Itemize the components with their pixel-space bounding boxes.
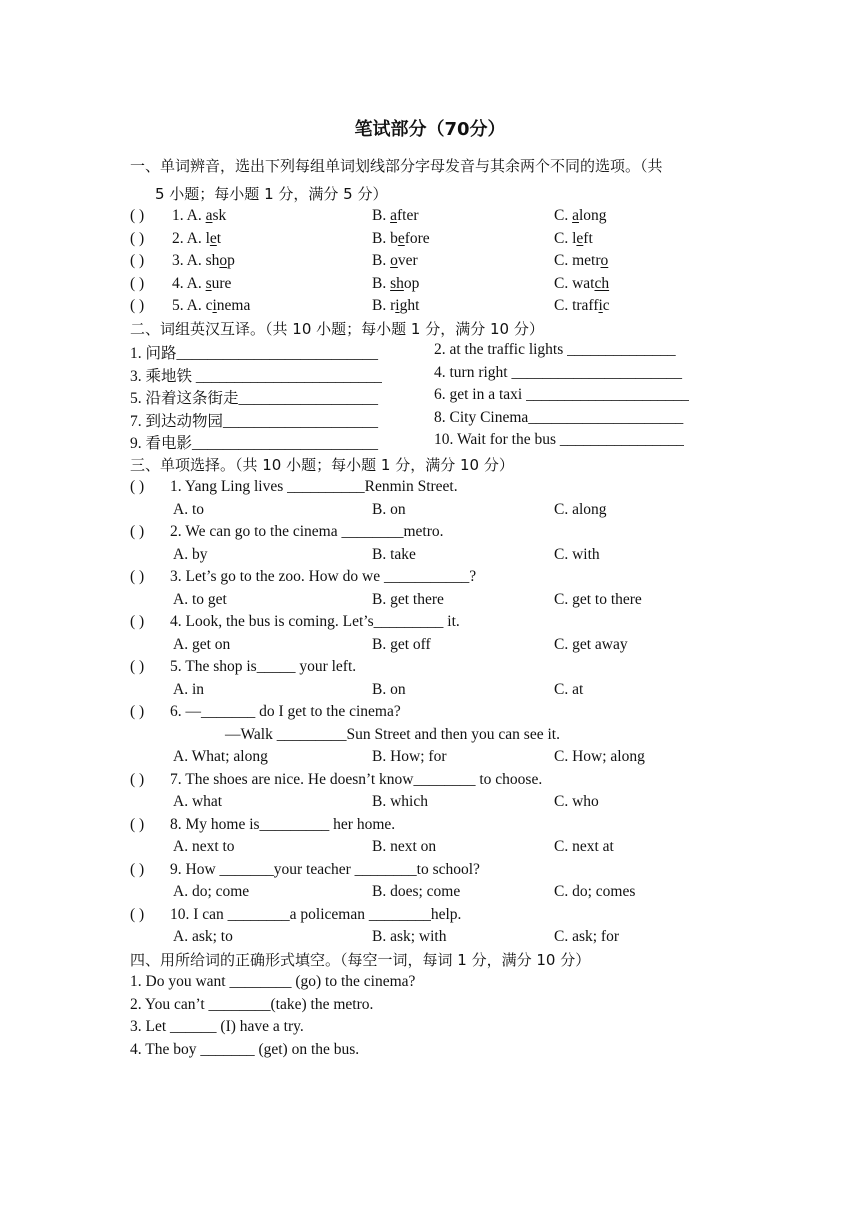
page-title: 笔试部分（70分） — [354, 119, 506, 140]
answer-blank[interactable]: ( ) — [130, 613, 145, 630]
translation-item-right: 4. turn right ______________________ — [434, 364, 682, 381]
word-part: fore — [404, 230, 430, 247]
question-text: 2. We can go to the cinema ________metro. — [170, 523, 444, 540]
word-part: sk — [212, 207, 227, 224]
word-part: l — [205, 230, 210, 247]
word-part: C. — [554, 207, 573, 224]
fill-blank-item: 3. Let ______ (I) have a try. — [130, 1018, 304, 1035]
question-number: 5. A. — [172, 297, 202, 314]
option-c — [554, 252, 608, 270]
question-text-cont: —Walk _________Sun Street and then you can see it. — [225, 725, 560, 743]
option-c: C. How; along — [554, 748, 645, 765]
word-part: B. — [372, 275, 391, 292]
underlined-letters: a — [390, 207, 397, 224]
option-c: C. get to there — [554, 590, 642, 608]
question-text: 1. Yang Ling lives __________Renmin Street. — [170, 478, 458, 495]
word-part: ght — [399, 297, 420, 314]
answer-blank[interactable]: ( ) — [130, 207, 145, 224]
answer-blank[interactable]: ( ) — [130, 860, 145, 878]
question-text: 9. How _______your teacher ________to school? — [170, 860, 480, 878]
option-b: B. get there — [372, 590, 444, 608]
question-number: 3. A. — [172, 252, 202, 269]
section3-heading: 三、单项选择。（共 10 小题；每小题 1 分，满分 10 分） — [130, 456, 514, 474]
word-part: ver — [397, 252, 418, 269]
option-a — [172, 297, 250, 315]
answer-blank[interactable]: ( ) — [130, 252, 145, 269]
option-a: A. what — [173, 793, 223, 810]
answer-blank[interactable]: ( ) — [130, 568, 145, 585]
word-part: op — [403, 275, 420, 292]
option-c: C. at — [554, 680, 584, 698]
option-b: B. ask; with — [372, 928, 447, 945]
word-part: p — [227, 252, 235, 269]
underlined-letters: i — [212, 297, 217, 314]
question-number: 1. A. — [172, 207, 202, 224]
answer-blank[interactable]: ( ) — [130, 770, 145, 788]
option-b — [372, 252, 418, 270]
option-a — [172, 275, 231, 293]
option-a: A. do; come — [173, 883, 250, 900]
section4-heading: 四、用所给词的正确形式填空。（每空一词，每词 1 分，满分 10 分） — [130, 951, 591, 969]
section1-heading: 一、单词辨音，选出下列每组单词划线部分字母发音与其余两个不同的选项。（共 — [130, 157, 663, 175]
option-b — [372, 207, 419, 225]
word-part: t — [216, 230, 222, 247]
translation-item-left: 3. 乘地铁 ________________________ — [130, 368, 382, 385]
word-part: B. r — [372, 297, 396, 314]
question-number: 2. A. — [172, 230, 202, 247]
word-part: c — [602, 297, 610, 314]
answer-blank[interactable]: ( ) — [130, 815, 145, 833]
word-part: ure — [211, 275, 232, 292]
word-part: C. l — [554, 230, 577, 247]
question-number: 4. A. — [172, 275, 202, 292]
section2-heading: 二、词组英汉互译。（共 10 小题；每小题 1 分，满分 10 分） — [130, 320, 544, 338]
underlined-letters: sh — [390, 275, 404, 292]
option-b: B. How; for — [372, 748, 447, 765]
section1-heading-cont: 5 小题；每小题 1 分，满分 5 分） — [155, 185, 388, 203]
option-a: A. to get — [173, 590, 227, 608]
underlined-letters: i — [395, 297, 400, 314]
word-part: nema — [216, 297, 251, 314]
underlined-letters: a — [205, 207, 213, 224]
option-c: C. who — [554, 793, 599, 810]
option-b: B. on — [372, 680, 406, 698]
word-part: C. traff — [554, 297, 599, 314]
answer-blank[interactable]: ( ) — [130, 478, 145, 495]
answer-blank[interactable]: ( ) — [130, 275, 145, 292]
underlined-letters: s — [205, 275, 212, 292]
question-text: 4. Look, the bus is coming. Let’s_________ it. — [170, 613, 460, 630]
underlined-letters: i — [598, 297, 603, 314]
option-b: B. does; come — [372, 883, 461, 900]
underlined-letters: e — [209, 230, 217, 247]
word-part: B. — [372, 207, 391, 224]
option-c — [554, 297, 610, 315]
option-b — [372, 230, 430, 248]
translation-item-left: 1. 问路__________________________ — [130, 345, 379, 362]
option-c: C. along — [554, 500, 607, 518]
translation-item-left: 5. 沿着这条街走__________________ — [130, 390, 379, 407]
word-part: C. wat — [554, 275, 595, 292]
option-c: C. next at — [554, 838, 614, 855]
translation-item-right: 2. at the traffic lights ______________ — [434, 341, 676, 358]
option-c: C. do; comes — [554, 883, 636, 900]
underlined-letters: e — [576, 230, 584, 247]
answer-blank[interactable]: ( ) — [130, 297, 145, 314]
option-a: A. ask; to — [173, 928, 233, 945]
question-text: 5. The shop is_____ your left. — [170, 658, 357, 675]
option-a — [172, 230, 221, 248]
answer-blank[interactable]: ( ) — [130, 523, 145, 540]
translation-item-right: 6. get in a taxi _____________________ — [434, 386, 689, 403]
option-c — [554, 275, 609, 293]
question-text: 10. I can ________a policeman ________help. — [170, 905, 462, 923]
option-a — [172, 252, 235, 270]
word-part: B. b — [372, 230, 398, 247]
option-b: B. on — [372, 500, 406, 518]
underlined-letters: e — [397, 230, 405, 247]
word-part: c — [205, 297, 213, 314]
option-b — [372, 297, 419, 315]
option-c — [554, 230, 593, 248]
word-part: sh — [205, 252, 220, 269]
option-a: A. to — [173, 500, 204, 518]
answer-blank[interactable]: ( ) — [130, 230, 145, 247]
underlined-letters: ch — [594, 275, 610, 292]
word-part: long — [578, 207, 607, 224]
option-a: A. in — [173, 680, 204, 698]
word-part: B. — [372, 252, 391, 269]
fill-blank-item: 2. You can’t ________(take) the metro. — [130, 996, 374, 1013]
fill-blank-item: 1. Do you want ________ (go) to the cinema? — [130, 973, 416, 990]
option-b — [372, 275, 419, 293]
option-b: B. take — [372, 545, 416, 563]
translation-item-left: 9. 看电影________________________ — [130, 435, 379, 452]
word-part: ft — [583, 230, 593, 247]
option-a: A. by — [173, 545, 208, 563]
fill-blank-item: 4. The boy _______ (get) on the bus. — [130, 1041, 360, 1058]
option-a: A. What; along — [173, 748, 268, 765]
option-b: B. next on — [372, 838, 437, 855]
question-text: 8. My home is_________ her home. — [170, 815, 396, 833]
option-a: A. get on — [173, 635, 231, 653]
option-c: C. with — [554, 545, 600, 563]
option-b: B. get off — [372, 635, 431, 653]
question-text: 6. —_______ do I get to the cinema? — [170, 703, 401, 720]
word-part: C. metr — [554, 252, 601, 269]
translation-item-right: 8. City Cinema____________________ — [434, 409, 684, 426]
option-c: C. get away — [554, 635, 628, 653]
option-c — [554, 207, 607, 225]
option-b: B. which — [372, 793, 428, 810]
question-text: 7. The shoes are nice. He doesn’t know________ to choose. — [170, 770, 543, 788]
option-c: C. ask; for — [554, 928, 620, 945]
translation-item-left: 7. 到达动物园____________________ — [130, 413, 379, 430]
answer-blank[interactable]: ( ) — [130, 658, 145, 675]
word-part: fter — [396, 207, 419, 224]
answer-blank[interactable]: ( ) — [130, 703, 145, 720]
answer-blank[interactable]: ( ) — [130, 905, 145, 923]
underlined-letters: o — [390, 252, 398, 269]
underlined-letters: o — [600, 252, 609, 269]
option-a — [172, 207, 226, 225]
underlined-letters: o — [219, 252, 228, 269]
translation-item-right: 10. Wait for the bus ________________ — [434, 431, 684, 448]
option-a: A. next to — [173, 838, 235, 855]
question-text: 3. Let’s go to the zoo. How do we ___________? — [170, 568, 477, 585]
underlined-letters: a — [572, 207, 579, 224]
